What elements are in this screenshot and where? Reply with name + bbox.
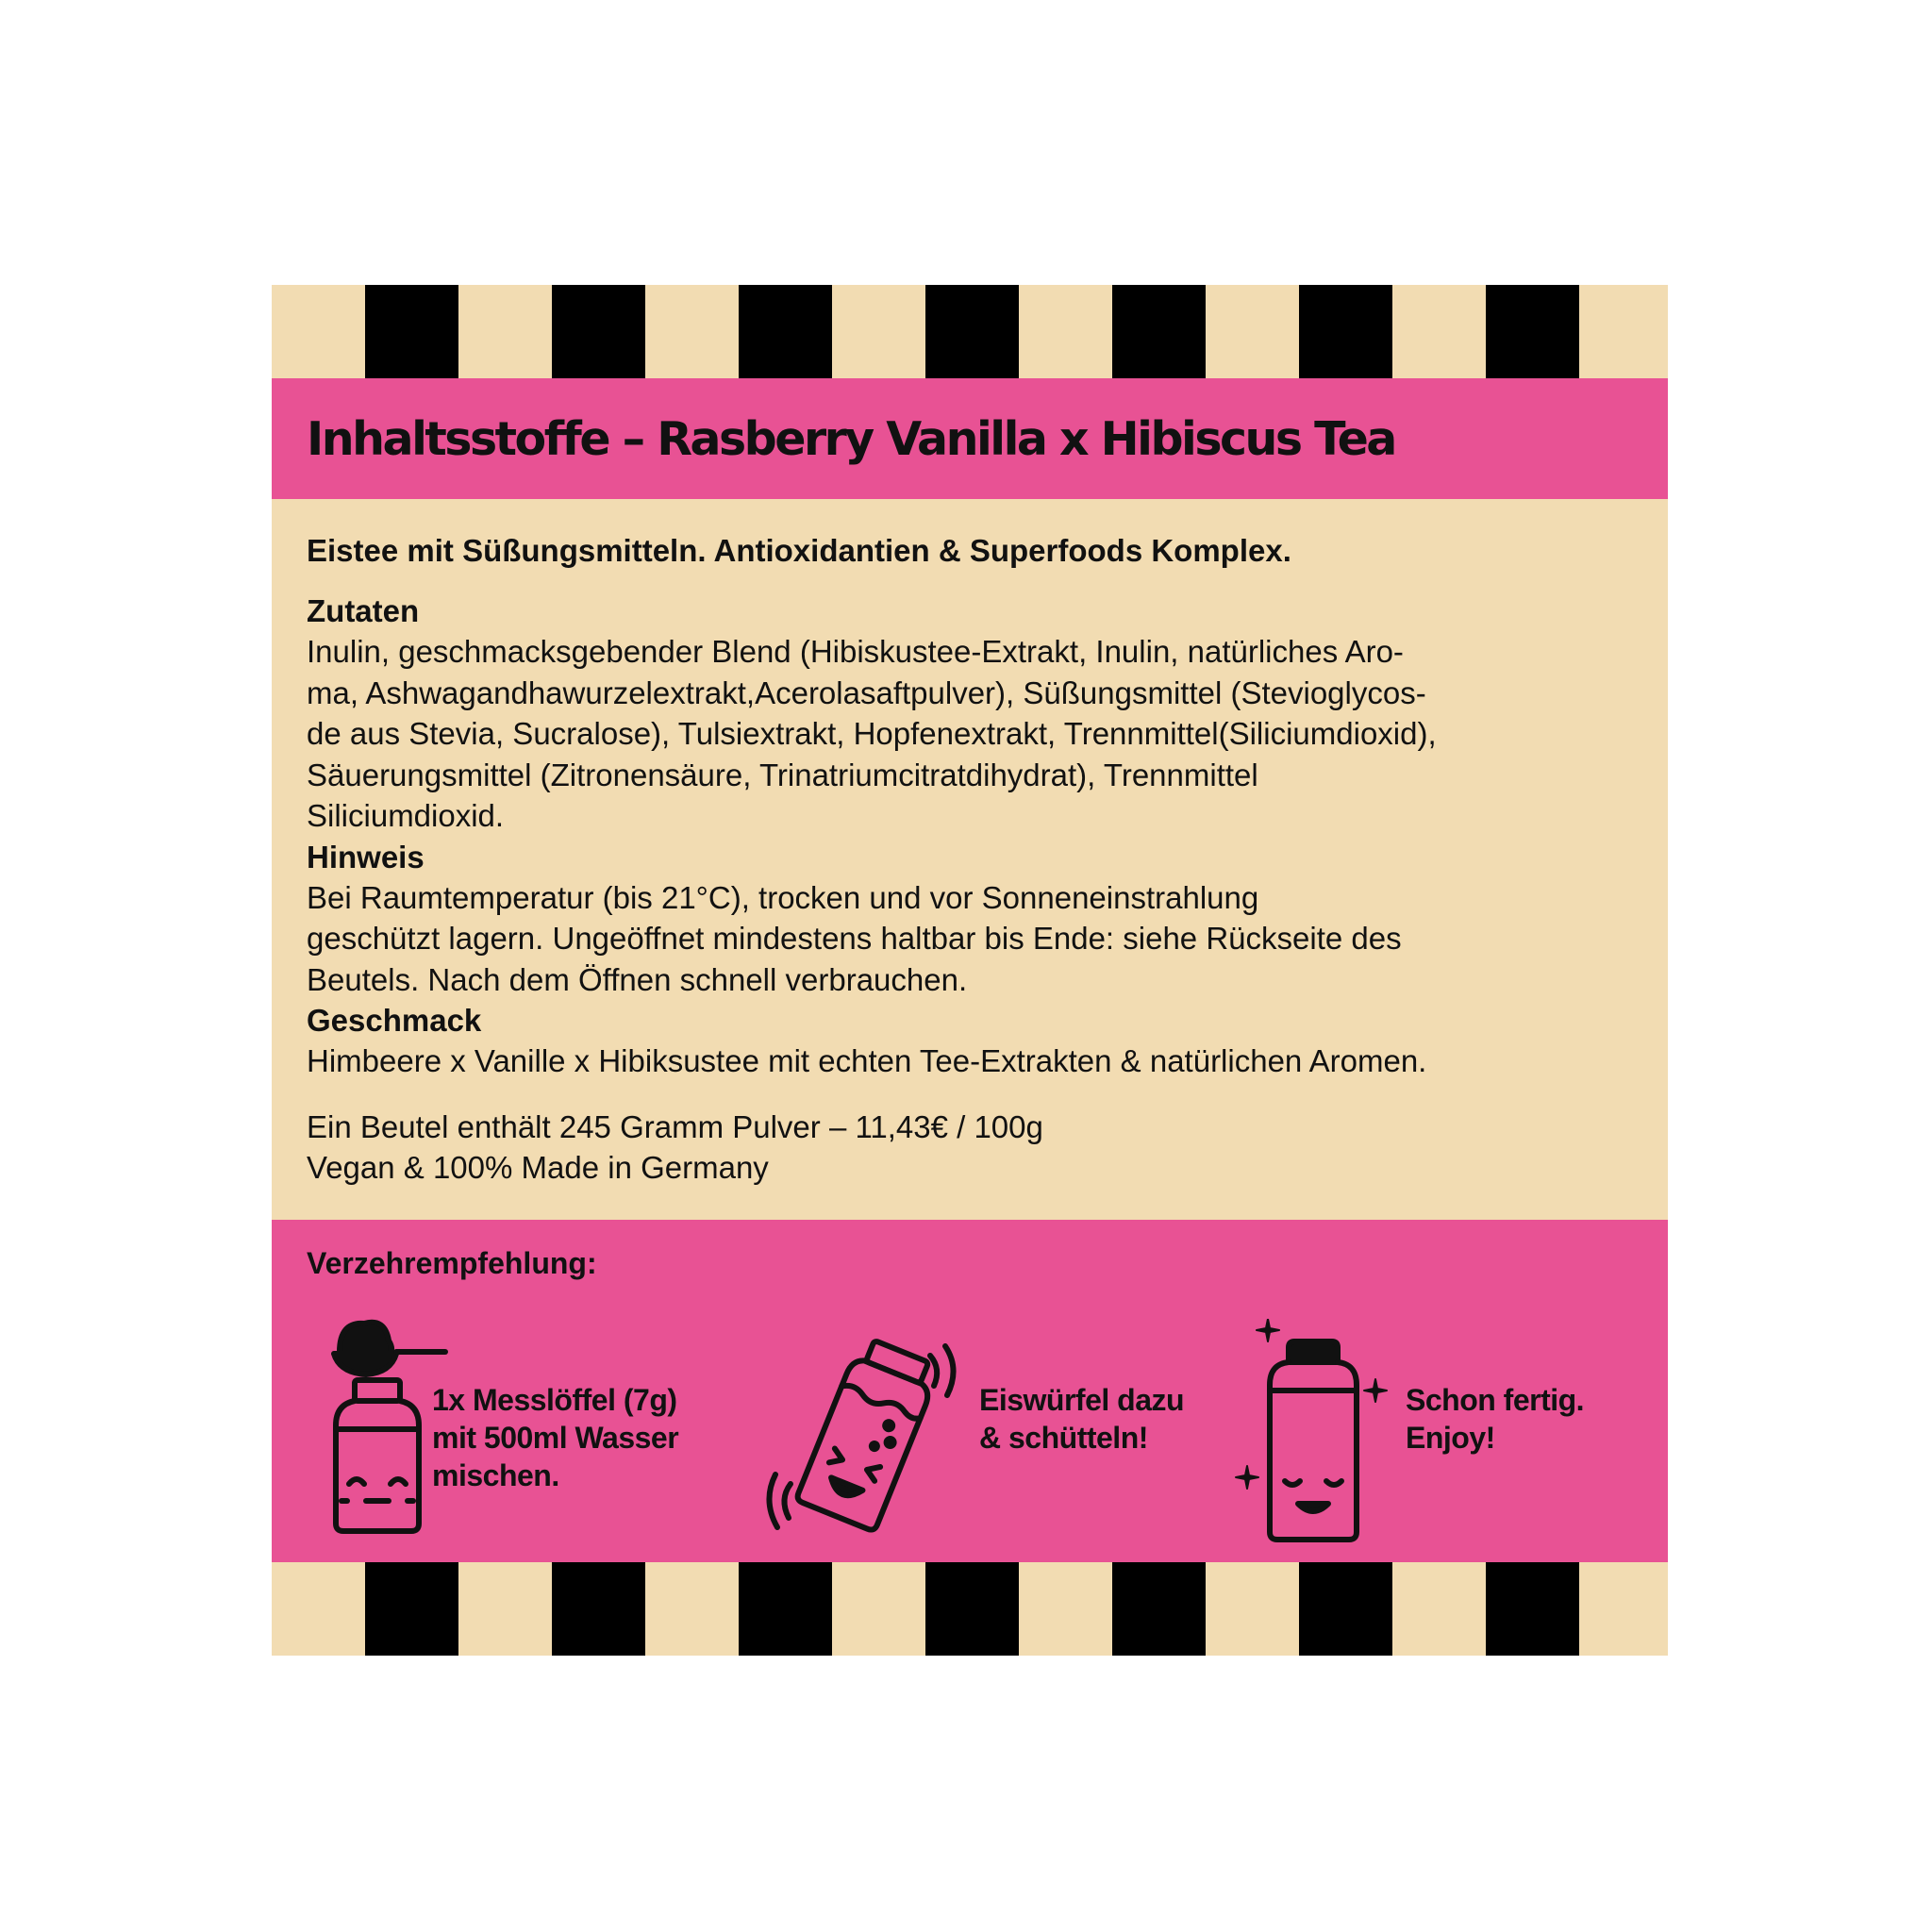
- step-1-text: 1x Messlöffel (7g) mit 500ml Wasser mischen.: [432, 1383, 679, 1492]
- stripe: [1486, 1562, 1579, 1656]
- stripe: [739, 285, 832, 378]
- stripe: [739, 1562, 832, 1656]
- stripe: [365, 285, 458, 378]
- step-3-text: Schon fertig. Enjoy!: [1406, 1383, 1585, 1455]
- section-text-zutaten: Inulin, geschmacksgebender Blend (Hibiskustee-Extrakt, Inulin, natürliches Aro- ma, Ashwagandhawurzelextrakt,Acerolasaftpulver), Süßungsmittel (Stevioglycos- de aus Stevia, Sucralose), Tulsiextrakt, Hopfenextrakt, Trennmittel(Siliciumdioxid), Säuerungsmittel (Zitronensäure, Trinatriumcitratdihydrat), Trennmittel Siliciumdioxid.: [307, 634, 1437, 833]
- stripe: [365, 1562, 458, 1656]
- stripe: [1112, 285, 1206, 378]
- stripe: [1112, 1562, 1206, 1656]
- stripe: [552, 1562, 645, 1656]
- recommendation-title: Verzehrempfehlung:: [307, 1246, 597, 1280]
- shaking-bottle-icon: [762, 1333, 970, 1541]
- section-heading-zutaten: Zutaten: [307, 593, 420, 628]
- page-title: Inhaltsstoffe – Rasberry Vanilla x Hibiscus Tea: [307, 412, 1395, 466]
- stripe: [925, 285, 1019, 378]
- ingredients-content: [307, 530, 1646, 1189]
- section-text-geschmack: Himbeere x Vanille x Hibiksustee mit echten Tee-Extrakten & natürlichen Aromen.: [307, 1043, 1427, 1078]
- package-info-line: Ein Beutel enthält 245 Gramm Pulver – 11,43€ / 100g: [307, 1108, 1043, 1144]
- section-text-hinweis: Bei Raumtemperatur (bis 21°C), trocken und vor Sonneneinstrahlung geschützt lagern. Ungeöffnet mindestens haltbar bis Ende: siehe Rückseite des Beutels. Nach dem Öffnen schnell verbrauchen.: [307, 879, 1402, 997]
- recommendation-band: [272, 1220, 1668, 1562]
- section-heading-geschmack: Geschmack: [307, 1003, 482, 1038]
- stripe: [552, 285, 645, 378]
- stripe: [925, 1562, 1019, 1656]
- stripe: [1486, 285, 1579, 378]
- section-heading-hinweis: Hinweis: [307, 839, 425, 874]
- sparkling-bottle-icon: [1234, 1319, 1394, 1545]
- title-band: [272, 378, 1668, 499]
- product-description: Eistee mit Süßungsmitteln. Antioxidantien & Superfoods Komplex.: [307, 533, 1291, 568]
- stripe: [1299, 285, 1392, 378]
- stripe: [1299, 1562, 1392, 1656]
- ingredients-card: [272, 285, 1668, 1656]
- top-stripe-border: [272, 285, 1668, 378]
- bottom-stripe-border: [272, 1562, 1668, 1656]
- vegan-info-line: Vegan & 100% Made in Germany: [307, 1150, 769, 1185]
- step-2-text: Eiswürfel dazu & schütteln!: [979, 1383, 1185, 1455]
